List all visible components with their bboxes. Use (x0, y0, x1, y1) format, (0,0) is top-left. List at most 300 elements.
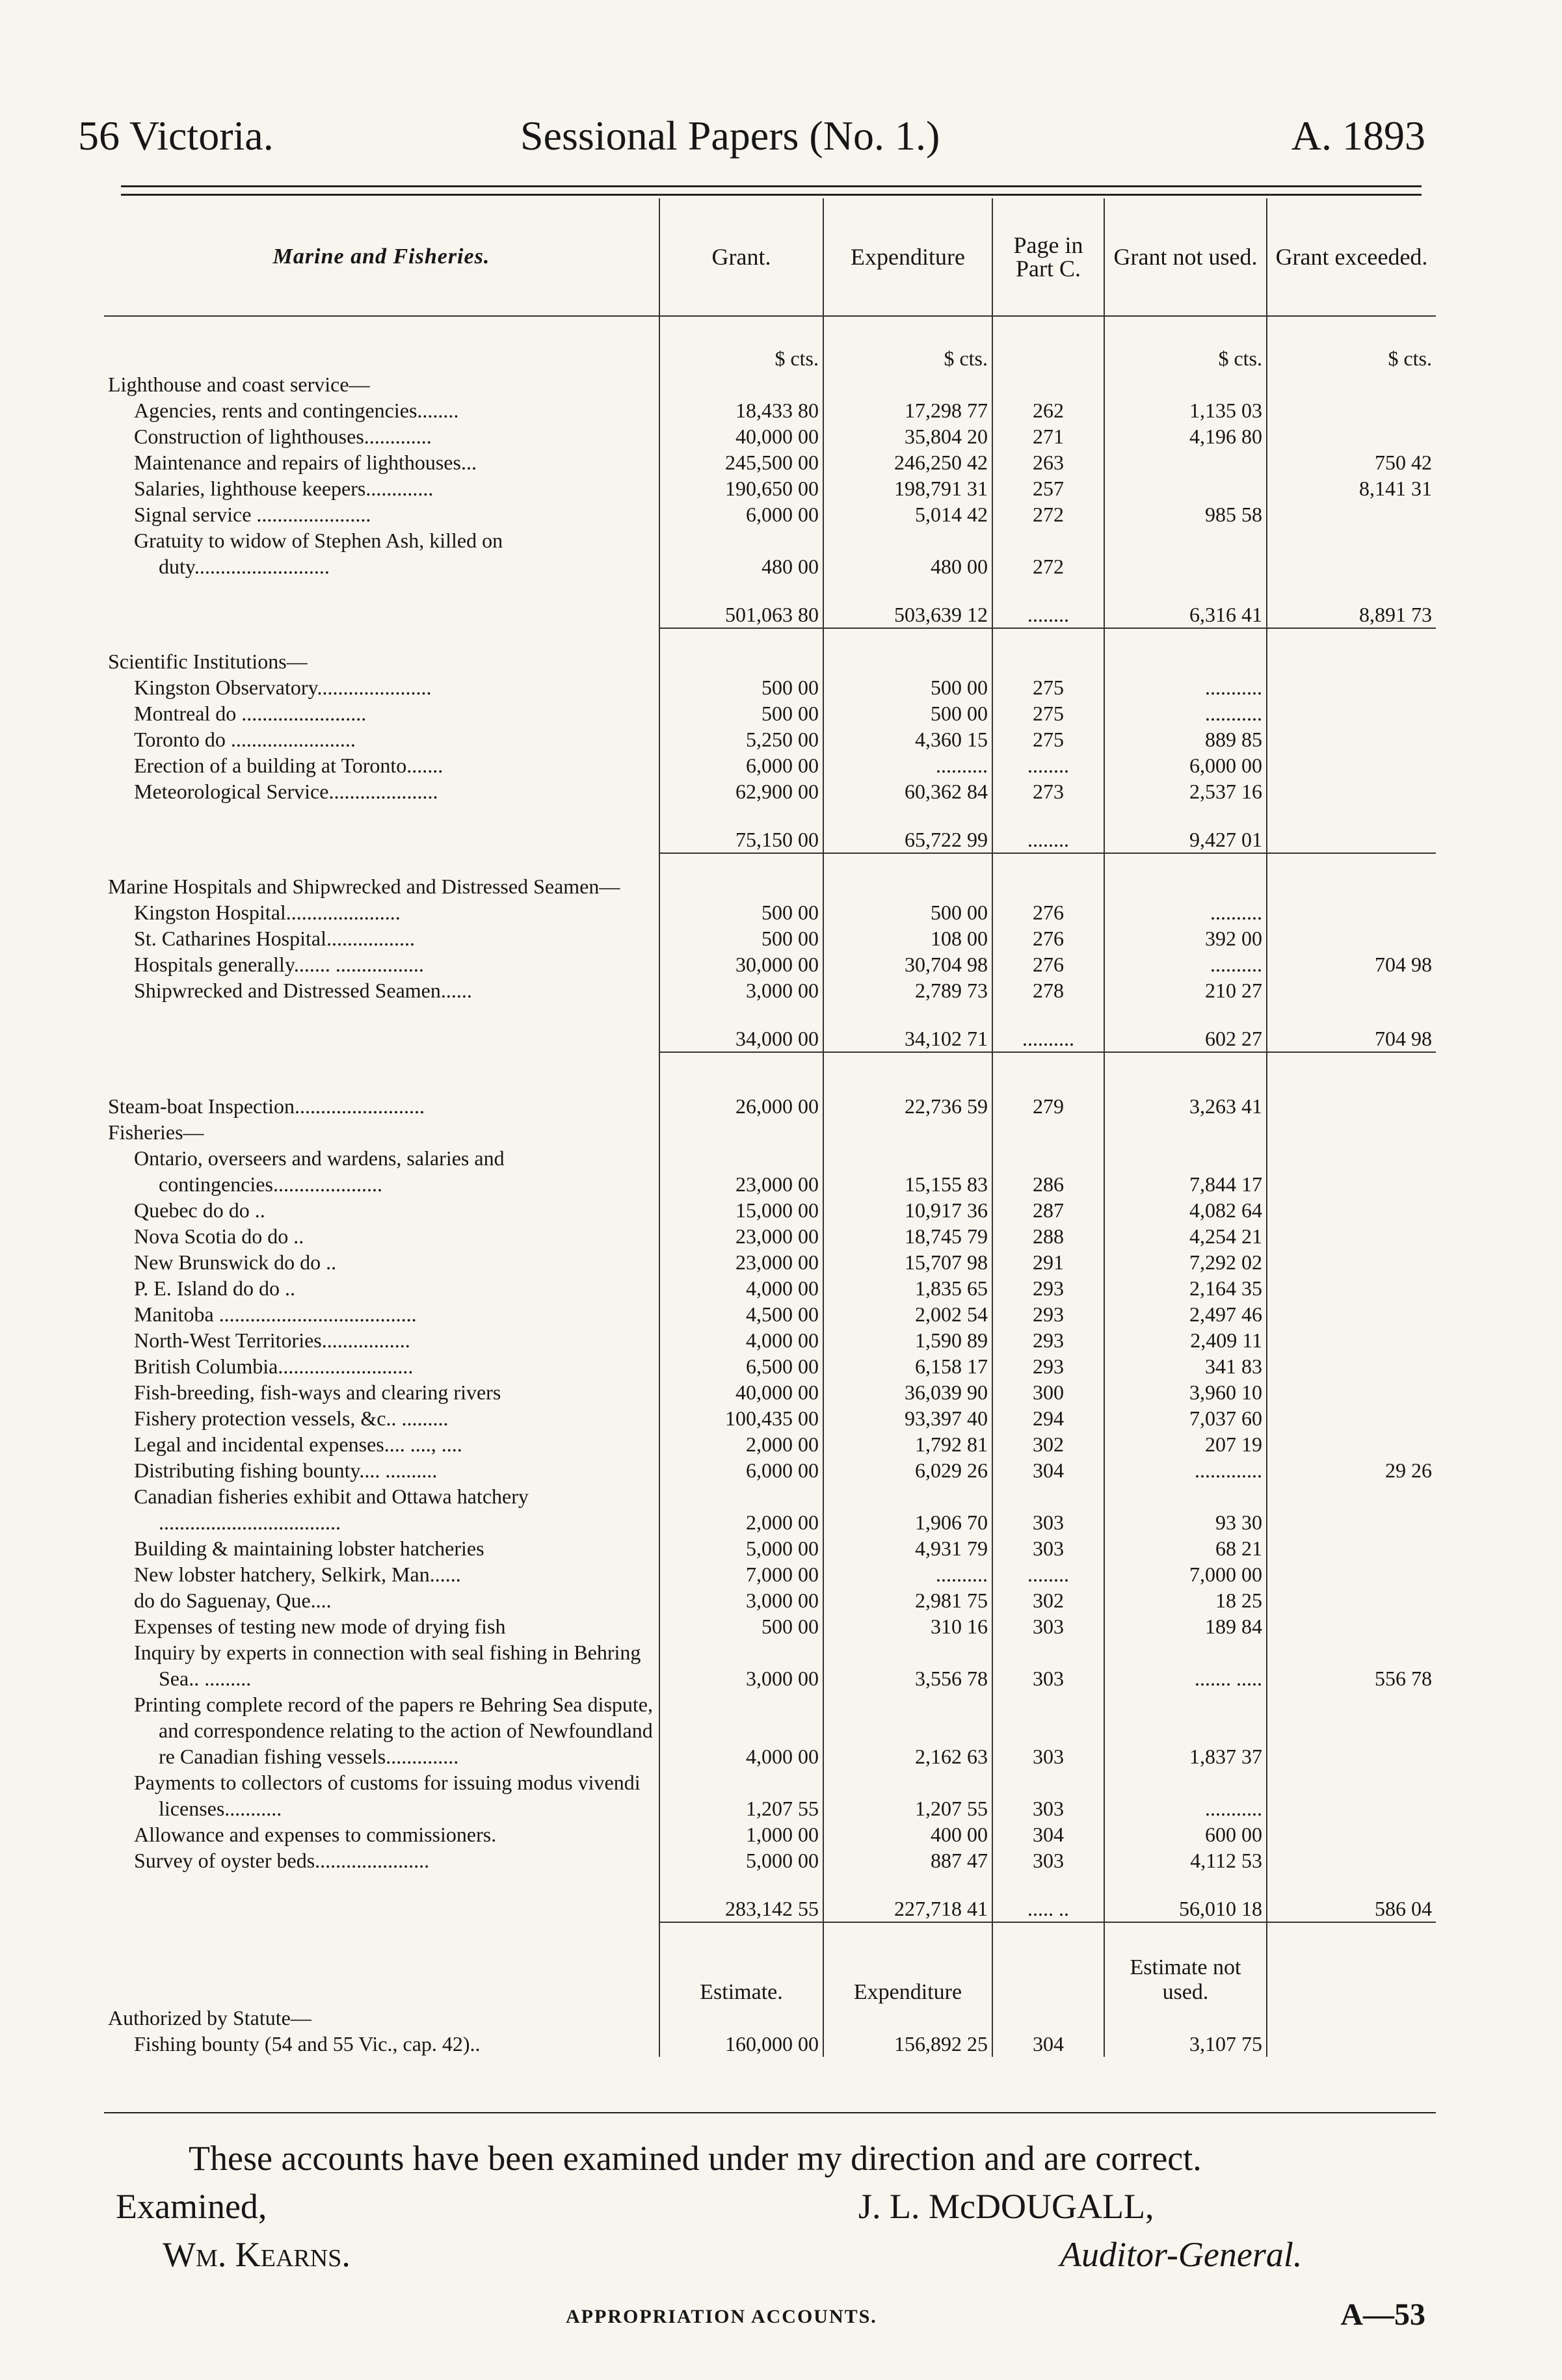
table-row (104, 1145, 1436, 1197)
expenditure-value: 2,981 75 (823, 1587, 992, 1613)
statute-header-row (104, 1922, 1436, 2005)
grant-value: 500 00 (659, 674, 823, 700)
table-row (104, 1847, 1436, 1873)
grant-value: 18,433 80 (659, 397, 823, 423)
table-row (104, 397, 1436, 423)
table-row (104, 475, 1436, 501)
exceeded-value (1267, 501, 1436, 527)
table-row (104, 899, 1436, 925)
footer-section-title: APPROPRIATION ACCOUNTS. (566, 2306, 877, 2327)
item-label: Survey of oyster beds...................... (134, 1849, 430, 1872)
total-unused: 56,010 18 (1104, 1873, 1267, 1922)
expenditure-value: 6,158 17 (823, 1353, 992, 1379)
grant-value: 480 00 (659, 527, 823, 579)
page-value: 304 (992, 2031, 1104, 2057)
page-value: 275 (992, 674, 1104, 700)
total-page: ........ (992, 804, 1104, 853)
table-row (104, 1587, 1436, 1613)
page-value: 303 (992, 1639, 1104, 1691)
page-value: 303 (992, 1847, 1104, 1873)
page-value: 262 (992, 397, 1104, 423)
exceeded-value (1267, 1145, 1436, 1197)
expenditure-value: 15,707 98 (823, 1249, 992, 1275)
units-grant: $ cts. (659, 316, 823, 371)
spacer-cell (659, 1052, 823, 1093)
table-row (104, 1275, 1436, 1301)
exceeded-value (1267, 1561, 1436, 1587)
empty-cell (823, 873, 992, 899)
unused-value: 18 25 (1104, 1587, 1267, 1613)
exceeded-value (1267, 778, 1436, 804)
total-exceeded: 8,891 73 (1267, 579, 1436, 628)
grant-value: 4,500 00 (659, 1301, 823, 1327)
exceeded-value (1267, 2031, 1436, 2057)
page-value: 293 (992, 1301, 1104, 1327)
empty-cell (823, 2005, 992, 2031)
expenditure-value: 4,360 15 (823, 726, 992, 752)
grant-value: 4,000 00 (659, 1275, 823, 1301)
expenditure-value: .......... (823, 752, 992, 778)
section-title: Marine Hospitals and Shipwrecked and Distressed Seamen— (108, 875, 620, 898)
table-row (104, 1535, 1436, 1561)
grant-value: 6,000 00 (659, 1457, 823, 1483)
page-value: 303 (992, 1535, 1104, 1561)
unused-value: 985 58 (1104, 501, 1267, 527)
expenditure-value: 15,155 83 (823, 1145, 992, 1197)
unused-value (1104, 527, 1267, 579)
empty-cell (1267, 371, 1436, 397)
item-label: Gratuity to widow of Stephen Ash, killed on duty.......................... (134, 529, 503, 578)
page-value: 276 (992, 899, 1104, 925)
spacer-cell (659, 628, 823, 648)
grant-value: 1,000 00 (659, 1821, 823, 1847)
total-exceeded (1267, 804, 1436, 853)
unused-value: .......... (1104, 951, 1267, 977)
accounts-table (104, 198, 1436, 2057)
item-label: Maintenance and repairs of lighthouses... (134, 451, 477, 474)
page-value: 304 (992, 1821, 1104, 1847)
exceeded-value (1267, 1327, 1436, 1353)
spacer-row (104, 1052, 1436, 1093)
item-label: Fishery protection vessels, &c.. ......... (134, 1407, 449, 1430)
expenditure-value: 6,029 26 (823, 1457, 992, 1483)
empty-cell (992, 648, 1104, 674)
grant-value: 62,900 00 (659, 778, 823, 804)
empty-cell (992, 316, 1104, 371)
spacer-row (104, 853, 1436, 873)
grant-value: 30,000 00 (659, 951, 823, 977)
item-label: Fishing bounty (54 and 55 Vic., cap. 42).. (134, 2032, 481, 2056)
empty-cell (992, 873, 1104, 899)
expenditure-value: 1,835 65 (823, 1275, 992, 1301)
table-row (104, 501, 1436, 527)
page-value: 304 (992, 1457, 1104, 1483)
empty-cell (1104, 648, 1267, 674)
empty-cell (104, 579, 659, 628)
grant-value: 2,000 00 (659, 1483, 823, 1535)
empty-cell (659, 648, 823, 674)
unused-value: 1,837 37 (1104, 1691, 1267, 1769)
item-label: Agencies, rents and contingencies........ (134, 399, 459, 422)
unused-value: 7,292 02 (1104, 1249, 1267, 1275)
expenditure-value: 18,745 79 (823, 1223, 992, 1249)
item-label: Signal service ...................... (134, 503, 371, 526)
empty-cell (104, 1922, 659, 2005)
spacer-cell (823, 853, 992, 873)
table-row (104, 1691, 1436, 1769)
table-row (104, 1093, 1436, 1119)
exceeded-value: 29 26 (1267, 1457, 1436, 1483)
item-label: Kingston Hospital...................... (134, 901, 401, 924)
table-row (104, 674, 1436, 700)
item-label: Hospitals generally....... ................. (134, 953, 424, 976)
item-label: Printing complete record of the papers re Behring Sea dispute, and correspondence relating to the action of Newfoundland re Canadian fishing vessels.............. (134, 1693, 653, 1768)
empty-cell (992, 371, 1104, 397)
total-grant: 34,000 00 (659, 1003, 823, 1052)
empty-cell (1267, 1922, 1436, 2005)
expenditure-value: 887 47 (823, 1847, 992, 1873)
grant-value: 40,000 00 (659, 1379, 823, 1405)
grant-value: 6,000 00 (659, 501, 823, 527)
page-value: 294 (992, 1405, 1104, 1431)
unused-value: ........... (1104, 1769, 1267, 1821)
section-title: Scientific Institutions— (108, 650, 308, 673)
grant-value: 1,207 55 (659, 1769, 823, 1821)
grant-value: 15,000 00 (659, 1197, 823, 1223)
exceeded-value (1267, 1223, 1436, 1249)
units-unused: $ cts. (1104, 316, 1267, 371)
item-label: British Columbia.......................... (134, 1355, 414, 1378)
page-value: 276 (992, 951, 1104, 977)
page-value: 303 (992, 1691, 1104, 1769)
expenditure-value: 30,704 98 (823, 951, 992, 977)
grant-value: 6,500 00 (659, 1353, 823, 1379)
page-value: 272 (992, 501, 1104, 527)
exceeded-value (1267, 1431, 1436, 1457)
exceeded-value: 556 78 (1267, 1639, 1436, 1691)
item-label: St. Catharines Hospital................. (134, 927, 415, 950)
unused-value: 889 85 (1104, 726, 1267, 752)
exceeded-value: 8,141 31 (1267, 475, 1436, 501)
expenditure-value: 500 00 (823, 899, 992, 925)
page-value: 272 (992, 527, 1104, 579)
empty-cell (104, 1873, 659, 1922)
item-label: New lobster hatchery, Selkirk, Man...... (134, 1563, 461, 1586)
table-row (104, 1353, 1436, 1379)
empty-cell (659, 2005, 823, 2031)
section-title-row (104, 2005, 1436, 2031)
exceeded-value (1267, 527, 1436, 579)
exceeded-value (1267, 899, 1436, 925)
table-row (104, 2031, 1436, 2057)
grant-value: 4,000 00 (659, 1327, 823, 1353)
exceeded-value (1267, 1821, 1436, 1847)
page-value: 273 (992, 778, 1104, 804)
statute-head-expenditure: Expenditure (823, 1922, 992, 2005)
units-row (104, 316, 1436, 371)
expenditure-value: 35,804 20 (823, 423, 992, 449)
expenditure-value: 1,590 89 (823, 1327, 992, 1353)
grant-value: 23,000 00 (659, 1249, 823, 1275)
item-label: New Brunswick do do .. (134, 1250, 337, 1274)
spacer-cell (823, 628, 992, 648)
units-expenditure: $ cts. (823, 316, 992, 371)
unused-value: 2,164 35 (1104, 1275, 1267, 1301)
unused-value: 4,082 64 (1104, 1197, 1267, 1223)
header-session: 56 Victoria. (78, 112, 274, 159)
grant-value: 500 00 (659, 925, 823, 951)
expenditure-value: 5,014 42 (823, 501, 992, 527)
table-row (104, 1639, 1436, 1691)
page-value: 302 (992, 1431, 1104, 1457)
grant-value: 3,000 00 (659, 1587, 823, 1613)
col-header-page: Page in Part C. (992, 198, 1104, 316)
table-row (104, 778, 1436, 804)
expenditure-value: 22,736 59 (823, 1093, 992, 1119)
exceeded-value (1267, 977, 1436, 1003)
header-year: A. 1893 (1291, 112, 1425, 159)
item-label: P. E. Island do do .. (134, 1276, 295, 1300)
exceeded-value (1267, 674, 1436, 700)
expenditure-value: 2,162 63 (823, 1691, 992, 1769)
item-label: Payments to collectors of customs for issuing modus vivendi licenses........... (134, 1771, 641, 1820)
grant-value: 500 00 (659, 700, 823, 726)
table-row (104, 1301, 1436, 1327)
grant-value: 23,000 00 (659, 1145, 823, 1197)
grant-value: 3,000 00 (659, 977, 823, 1003)
grant-value: 23,000 00 (659, 1223, 823, 1249)
empty-cell (823, 371, 992, 397)
item-label: Legal and incidental expenses.... ...., .... (134, 1433, 462, 1456)
empty-cell (1104, 873, 1267, 899)
unused-value: 3,960 10 (1104, 1379, 1267, 1405)
certification-text: These accounts have been examined under my direction and are correct. (189, 2139, 1202, 2178)
table-row (104, 700, 1436, 726)
expenditure-value: 500 00 (823, 674, 992, 700)
subtotal-row (104, 1003, 1436, 1052)
item-label: Manitoba ...................................... (134, 1302, 417, 1326)
grant-value: 40,000 00 (659, 423, 823, 449)
grant-value: 26,000 00 (659, 1093, 823, 1119)
expenditure-value: 1,906 70 (823, 1483, 992, 1535)
spacer-cell (1267, 628, 1436, 648)
item-label: do do Saguenay, Que.... (134, 1589, 332, 1612)
page-value: 279 (992, 1093, 1104, 1119)
table-header-row (104, 198, 1436, 316)
item-label: Canadian fisheries exhibit and Ottawa hatchery ................................... (134, 1485, 529, 1534)
item-label: Meteorological Service..................... (134, 780, 438, 803)
table-row (104, 752, 1436, 778)
grant-value: 160,000 00 (659, 2031, 823, 2057)
expenditure-value: 93,397 40 (823, 1405, 992, 1431)
item-label: Quebec do do .. (134, 1198, 265, 1222)
grant-value: 6,000 00 (659, 752, 823, 778)
exceeded-value (1267, 1691, 1436, 1769)
unused-value: 93 30 (1104, 1483, 1267, 1535)
header-title: Sessional Papers (No. 1.) (520, 112, 940, 159)
exceeded-value (1267, 1613, 1436, 1639)
spacer-cell (104, 1052, 659, 1093)
subtotal-row (104, 804, 1436, 853)
grant-value: 190,650 00 (659, 475, 823, 501)
total-page: ..... .. (992, 1873, 1104, 1922)
total-exceeded: 704 98 (1267, 1003, 1436, 1052)
expenditure-value: 500 00 (823, 700, 992, 726)
unused-value: 207 19 (1104, 1431, 1267, 1457)
statute-head-estimate: Estimate. (659, 1922, 823, 2005)
empty-cell (1104, 2005, 1267, 2031)
empty-cell (104, 804, 659, 853)
total-grant: 75,150 00 (659, 804, 823, 853)
header-rule-top (121, 185, 1422, 187)
page-value: 302 (992, 1587, 1104, 1613)
table-row (104, 1457, 1436, 1483)
exceeded-value (1267, 1197, 1436, 1223)
page-value: 276 (992, 925, 1104, 951)
exceeded-value (1267, 1275, 1436, 1301)
exceeded-value (1267, 1249, 1436, 1275)
total-page: .......... (992, 1003, 1104, 1052)
spacer-row (104, 628, 1436, 648)
section-title: Fisheries— (108, 1120, 204, 1144)
page-value: 271 (992, 423, 1104, 449)
item-label: Expenses of testing new mode of drying fish (134, 1615, 506, 1638)
page-value: 293 (992, 1327, 1104, 1353)
unused-value: 4,112 53 (1104, 1847, 1267, 1873)
item-label: Steam-boat Inspection......................... (108, 1094, 425, 1118)
unused-value: 600 00 (1104, 1821, 1267, 1847)
total-expenditure: 503,639 12 (823, 579, 992, 628)
unused-value: 7,037 60 (1104, 1405, 1267, 1431)
grant-value: 5,000 00 (659, 1535, 823, 1561)
exceeded-value (1267, 1847, 1436, 1873)
item-label: Toronto do ........................ (134, 728, 356, 751)
page-value: 275 (992, 726, 1104, 752)
unused-value (1104, 475, 1267, 501)
empty-cell (659, 873, 823, 899)
unused-value: 7,000 00 (1104, 1561, 1267, 1587)
total-expenditure: 34,102 71 (823, 1003, 992, 1052)
empty-cell (659, 1119, 823, 1145)
examiner-name: Wm. Kearns. (163, 2235, 351, 2274)
item-label: Montreal do ........................ (134, 702, 367, 725)
table-row (104, 1483, 1436, 1535)
units-exceeded: $ cts. (1267, 316, 1436, 371)
unused-value: 341 83 (1104, 1353, 1267, 1379)
expenditure-value: 36,039 90 (823, 1379, 992, 1405)
page-value: 257 (992, 475, 1104, 501)
col-header-description: Marine and Fisheries. (104, 198, 659, 316)
exceeded-value (1267, 1483, 1436, 1535)
page-value: ........ (992, 1561, 1104, 1587)
table-row (104, 423, 1436, 449)
exceeded-value: 750 42 (1267, 449, 1436, 475)
page-value: ........ (992, 752, 1104, 778)
exceeded-value (1267, 1587, 1436, 1613)
empty-cell (992, 2005, 1104, 2031)
total-unused: 9,427 01 (1104, 804, 1267, 853)
total-expenditure: 65,722 99 (823, 804, 992, 853)
table-row (104, 1249, 1436, 1275)
unused-value: 2,409 11 (1104, 1327, 1267, 1353)
exceeded-value (1267, 1301, 1436, 1327)
expenditure-value: 2,789 73 (823, 977, 992, 1003)
unused-value: ........... (1104, 674, 1267, 700)
expenditure-value: 2,002 54 (823, 1301, 992, 1327)
expenditure-value: 480 00 (823, 527, 992, 579)
expenditure-value: 108 00 (823, 925, 992, 951)
table-row (104, 951, 1436, 977)
exceeded-value (1267, 925, 1436, 951)
spacer-cell (1104, 853, 1267, 873)
expenditure-value: 4,931 79 (823, 1535, 992, 1561)
statute-head-unused: Estimate not used. (1104, 1922, 1267, 2005)
grant-value: 5,250 00 (659, 726, 823, 752)
unused-value: 392 00 (1104, 925, 1267, 951)
exceeded-value (1267, 1093, 1436, 1119)
subtotal-row (104, 1873, 1436, 1922)
total-page: ........ (992, 579, 1104, 628)
col-header-expenditure: Expenditure (823, 198, 992, 316)
col-header-unused: Grant not used. (1104, 198, 1267, 316)
grant-value: 100,435 00 (659, 1405, 823, 1431)
total-grant: 501,063 80 (659, 579, 823, 628)
unused-value: 210 27 (1104, 977, 1267, 1003)
grant-value: 245,500 00 (659, 449, 823, 475)
empty-cell (1267, 2005, 1436, 2031)
item-label: Nova Scotia do do .. (134, 1224, 304, 1248)
page-value: 288 (992, 1223, 1104, 1249)
grant-value: 2,000 00 (659, 1431, 823, 1457)
table-row (104, 1561, 1436, 1587)
table-row (104, 527, 1436, 579)
exceeded-value (1267, 1535, 1436, 1561)
exceeded-value (1267, 423, 1436, 449)
spacer-cell (1267, 853, 1436, 873)
unused-value: 3,107 75 (1104, 2031, 1267, 2057)
page-value: 286 (992, 1145, 1104, 1197)
spacer-cell (992, 628, 1104, 648)
total-exceeded: 586 04 (1267, 1873, 1436, 1922)
item-label: Erection of a building at Toronto....... (134, 754, 443, 777)
table-bottom-rule (104, 2112, 1436, 2113)
expenditure-value: 17,298 77 (823, 397, 992, 423)
unused-value: .......... (1104, 899, 1267, 925)
item-label: Distributing fishing bounty.... .......... (134, 1459, 438, 1482)
expenditure-value: 198,791 31 (823, 475, 992, 501)
item-label: Allowance and expenses to commissioners. (134, 1823, 497, 1846)
expenditure-value: 3,556 78 (823, 1639, 992, 1691)
exceeded-value (1267, 1769, 1436, 1821)
unused-value: 2,537 16 (1104, 778, 1267, 804)
exceeded-value (1267, 726, 1436, 752)
table-row (104, 1769, 1436, 1821)
table-row (104, 726, 1436, 752)
page-value: 303 (992, 1613, 1104, 1639)
expenditure-value: .......... (823, 1561, 992, 1587)
table-row (104, 1431, 1436, 1457)
unused-value: ........... (1104, 700, 1267, 726)
empty-cell (1104, 371, 1267, 397)
table-row (104, 1379, 1436, 1405)
empty-cell (992, 1119, 1104, 1145)
expenditure-value: 1,792 81 (823, 1431, 992, 1457)
table-row (104, 1223, 1436, 1249)
exceeded-value (1267, 700, 1436, 726)
spacer-cell (1267, 1052, 1436, 1093)
examined-label: Examined, (116, 2187, 267, 2226)
empty-cell (1267, 648, 1436, 674)
